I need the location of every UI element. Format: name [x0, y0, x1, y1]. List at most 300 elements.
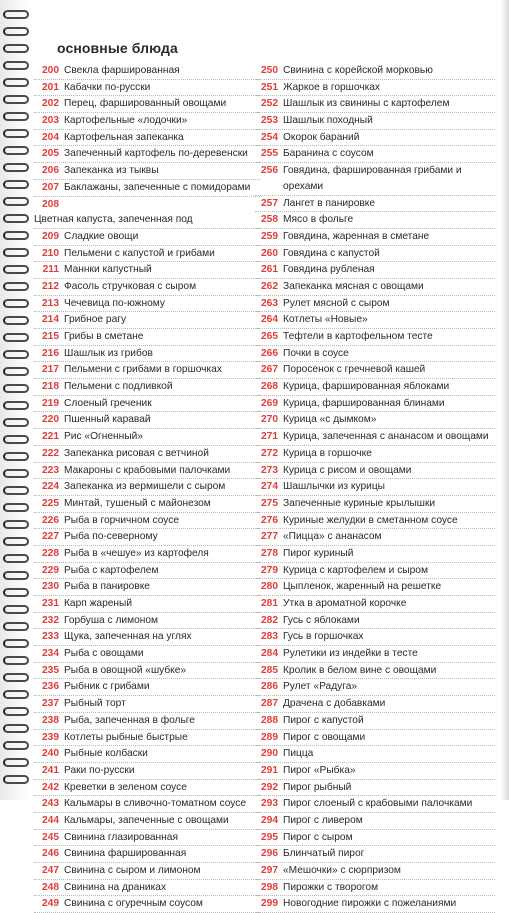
page-number: 263	[261, 297, 278, 309]
recipe-title: Рыба по-северному	[64, 531, 158, 543]
toc-entry	[255, 496, 495, 513]
toc-entry	[255, 563, 495, 580]
toc-entry	[255, 629, 495, 646]
recipe-title: Рыба с картофелем	[64, 564, 159, 576]
binding-ring	[3, 605, 29, 614]
page-number: 206	[42, 165, 59, 177]
toc-entry	[255, 513, 495, 530]
binding-ring	[3, 214, 29, 223]
recipe-title: Говядина с капустой	[283, 247, 380, 259]
page-number: 261	[261, 264, 278, 276]
recipe-title: Котлеты «Новые»	[283, 314, 368, 326]
toc-entry	[255, 646, 495, 663]
page-number: 227	[42, 531, 59, 543]
page-number: 205	[42, 148, 59, 160]
toc-entry	[34, 479, 260, 496]
page-number: 282	[261, 614, 278, 626]
recipe-title: Котлеты рыбные быстрые	[64, 731, 188, 743]
recipe-title: Почки в соусе	[283, 347, 349, 359]
recipe-title: Цветная капуста, запеченная под	[34, 214, 193, 226]
toc-entry	[34, 412, 260, 429]
recipe-title: Рыбник с грибами	[64, 681, 150, 693]
page-number: 253	[261, 115, 278, 127]
recipe-title: Шашлык походный	[283, 115, 373, 127]
page-number: 286	[261, 681, 278, 693]
page-number: 297	[261, 865, 278, 877]
recipe-title: Курица с рисом и овощами	[283, 464, 412, 476]
page-number: 210	[42, 247, 59, 259]
recipe-title: Гусь в горшочках	[283, 631, 364, 643]
page-number: 244	[42, 814, 59, 826]
recipe-title: Запеканка из тыквы	[64, 165, 159, 177]
recipe-title: Запеченные куриные крылышки	[283, 497, 436, 509]
binding-ring	[3, 503, 29, 512]
toc-entry	[34, 529, 260, 546]
page-number: 228	[42, 547, 59, 559]
page-number: 232	[42, 614, 59, 626]
recipe-title: Рыба в горчичном соусе	[64, 514, 179, 526]
recipe-title: Курица в горшочке	[283, 447, 372, 459]
binding-ring	[3, 248, 29, 257]
recipe-title: Рыба в панировке	[64, 581, 150, 593]
recipe-title: Пирог с ливером	[283, 814, 363, 826]
toc-entry	[255, 396, 495, 413]
recipe-title: Пирожки с творогом	[283, 881, 379, 893]
toc-entry	[34, 246, 260, 263]
toc-entry	[255, 412, 495, 429]
toc-entry	[34, 880, 260, 897]
page-number: 287	[261, 698, 278, 710]
page-number: 298	[261, 881, 278, 893]
toc-entry	[255, 362, 495, 379]
page-number: 234	[42, 648, 59, 660]
recipe-title: Грибное рагу	[64, 314, 127, 326]
toc-entry	[34, 296, 260, 313]
toc-entry	[255, 730, 495, 747]
toc-entry	[34, 496, 260, 513]
page-number: 266	[261, 347, 278, 359]
binding-ring	[3, 741, 29, 750]
toc-entry	[255, 212, 495, 229]
toc-entry	[255, 846, 495, 863]
recipe-title: Свинина на драниках	[64, 881, 167, 893]
recipe-title: Рыба, запеченная в фольге	[64, 714, 195, 726]
toc-entry	[255, 679, 495, 696]
toc-entry	[255, 446, 495, 463]
toc-entry	[255, 296, 495, 313]
page-number: 259	[261, 230, 278, 242]
recipe-title: Грибы в сметане	[64, 331, 144, 343]
page-number: 202	[42, 98, 59, 110]
binding-ring	[3, 588, 29, 597]
toc-entry	[34, 746, 260, 763]
recipe-title: Рыбный торт	[64, 698, 126, 710]
recipe-title: Говядина, фаршированная грибами и орехами	[283, 165, 462, 192]
binding-ring	[3, 486, 29, 495]
recipe-title: Курица, фаршированная яблоками	[283, 381, 450, 393]
recipe-title: Пирог куриный	[283, 547, 354, 559]
toc-entry	[34, 846, 260, 863]
page-number: 255	[261, 148, 278, 160]
binding-ring	[3, 435, 29, 444]
binding-ring	[3, 78, 29, 87]
binding-ring	[3, 367, 29, 376]
page-number: 270	[261, 414, 278, 426]
recipe-title: Пельмени с капустой и грибами	[64, 247, 215, 259]
page-number: 200	[42, 65, 59, 76]
toc-entry	[255, 130, 495, 147]
recipe-title: Кальмары, запеченные с овощами	[64, 814, 229, 826]
spiral-binding	[0, 0, 34, 800]
toc-entry	[255, 196, 495, 213]
page-number: 219	[42, 397, 59, 409]
binding-ring	[3, 537, 29, 546]
recipe-title: Пшенный каравай	[64, 414, 151, 426]
recipe-title: Цыпленок, жаренный на решетке	[283, 581, 442, 593]
toc-entry	[34, 730, 260, 747]
binding-ring	[3, 265, 29, 274]
toc-entry	[34, 679, 260, 696]
binding-ring	[3, 129, 29, 138]
recipe-title: Окорок бараний	[283, 131, 360, 143]
page-number: 265	[261, 331, 278, 343]
toc-entry	[34, 63, 260, 80]
toc-entry	[34, 813, 260, 830]
recipe-title: Щука, запеченная на углях	[64, 631, 192, 643]
page-number: 258	[261, 214, 278, 226]
toc-entry	[34, 113, 260, 130]
binding-ring	[3, 724, 29, 733]
binding-ring	[3, 112, 29, 121]
binding-ring	[3, 673, 29, 682]
binding-ring	[3, 452, 29, 461]
toc-entry	[34, 379, 260, 396]
recipe-title: Утка в ароматной корочке	[283, 598, 407, 610]
page-number: 264	[261, 314, 278, 326]
recipe-title: Баранина с соусом	[283, 148, 374, 160]
toc-entry	[34, 163, 260, 180]
binding-ring	[3, 350, 29, 359]
recipe-title: Рыба с овощами	[64, 648, 144, 660]
toc-entry	[34, 863, 260, 880]
page-number: 280	[261, 581, 278, 593]
toc-entry	[34, 763, 260, 780]
page-number: 285	[261, 664, 278, 676]
toc-entry	[255, 880, 495, 897]
binding-ring	[3, 571, 29, 580]
recipe-title: Куриные желудки в сметанном соусе	[283, 514, 458, 526]
page-number: 275	[261, 497, 278, 509]
page-number: 240	[42, 748, 59, 760]
page-number: 239	[42, 731, 59, 743]
recipe-title: Свинина глазированная	[64, 831, 178, 843]
recipe-title: Кролик в белом вине с овощами	[283, 664, 437, 676]
toc-entry	[255, 80, 495, 97]
recipe-title: Карп жареный	[64, 598, 133, 610]
recipe-title: Тефтели в картофельном тесте	[283, 331, 433, 343]
toc-entry	[255, 529, 495, 546]
recipe-title: Раки по-русски	[64, 764, 135, 776]
page-number: 289	[261, 731, 278, 743]
page-number: 209	[42, 230, 59, 242]
page-number: 281	[261, 598, 278, 610]
page-number: 283	[261, 631, 278, 643]
recipe-title: Лангет в панировке	[283, 197, 376, 209]
page-number: 260	[261, 247, 278, 259]
binding-ring	[3, 231, 29, 240]
toc-entry	[255, 329, 495, 346]
page-number: 257	[261, 197, 278, 209]
toc-entry	[255, 312, 495, 329]
page-number: 224	[42, 481, 59, 493]
page-title: основные блюда	[57, 40, 178, 56]
recipe-title: Минтай, тушеный с майонезом	[64, 497, 211, 509]
page-number: 238	[42, 714, 59, 726]
page-number: 214	[42, 314, 59, 326]
toc-entry	[255, 696, 495, 713]
recipe-title: Фасоль стручковая с сыром	[64, 280, 197, 292]
page-number: 212	[42, 280, 59, 292]
page-number: 249	[42, 898, 59, 910]
page-number: 221	[42, 431, 59, 443]
toc-entry	[255, 262, 495, 279]
recipe-title: Рыба в «чешуе» из картофеля	[64, 547, 209, 559]
binding-ring	[3, 639, 29, 648]
toc-column-left	[34, 63, 260, 913]
page-number: 284	[261, 648, 278, 660]
page-number: 217	[42, 364, 59, 376]
page-number: 226	[42, 514, 59, 526]
page-number: 268	[261, 381, 278, 393]
toc-entry	[255, 579, 495, 596]
recipe-title: Гусь с яблоками	[283, 614, 360, 626]
toc-entry	[255, 796, 495, 813]
toc-entry	[255, 863, 495, 880]
toc-entry	[255, 96, 495, 113]
recipe-title: Драчена с добавками	[283, 698, 386, 710]
page-number: 225	[42, 497, 59, 509]
page-number: 272	[261, 447, 278, 459]
toc-entry	[34, 262, 260, 279]
binding-ring	[3, 707, 29, 716]
binding-ring	[3, 197, 29, 206]
recipe-title: Пирог с капустой	[283, 714, 364, 726]
toc-entry	[34, 830, 260, 847]
page-number: 220	[42, 414, 59, 426]
page-number: 233	[42, 631, 59, 643]
page-number: 299	[261, 898, 278, 910]
page-number: 252	[261, 98, 278, 110]
binding-ring	[3, 656, 29, 665]
toc-entry	[34, 796, 260, 813]
page-number: 296	[261, 848, 278, 860]
page-number: 271	[261, 431, 278, 443]
page-number: 262	[261, 280, 278, 292]
binding-ring	[3, 775, 29, 784]
toc-entry	[34, 446, 260, 463]
toc-entry	[34, 229, 260, 246]
toc-entry	[34, 513, 260, 530]
binding-ring	[3, 758, 29, 767]
recipe-title: «Пицца» с ананасом	[283, 531, 382, 543]
page-number: 241	[42, 764, 59, 776]
toc-entry	[34, 596, 260, 613]
toc-entry	[255, 746, 495, 763]
page-number: 208	[42, 198, 59, 210]
recipe-title: Кальмары в сливочно-томатном соусе	[64, 798, 246, 810]
page-number: 250	[261, 65, 278, 76]
toc-entry	[255, 246, 495, 263]
toc-entry	[34, 613, 260, 630]
toc-entry	[255, 63, 495, 80]
toc-entry	[34, 146, 260, 163]
page-number: 237	[42, 698, 59, 710]
toc-entry	[34, 579, 260, 596]
toc-entry	[255, 663, 495, 680]
recipe-title: Картофельные «лодочки»	[64, 115, 188, 127]
page-number: 245	[42, 831, 59, 843]
binding-ring	[3, 384, 29, 393]
recipe-title: Говядина рубленая	[283, 264, 375, 276]
recipe-title: Баклажаны, запеченные с помидорами	[64, 181, 251, 193]
recipe-title: Блинчатый пирог	[283, 848, 365, 860]
page-number: 251	[261, 81, 278, 93]
page-number: 276	[261, 514, 278, 526]
page-number: 243	[42, 798, 59, 810]
recipe-title: Рулетики из индейки в тесте	[283, 648, 418, 660]
toc-entry	[34, 96, 260, 113]
recipe-title: Свинина с сыром и лимоном	[64, 865, 201, 877]
recipe-title: Рулет «Радуга»	[283, 681, 358, 693]
recipe-title: Курица, запеченная с ананасом и овощами	[283, 431, 489, 443]
toc-entry	[34, 180, 260, 197]
recipe-title: Курица, фаршированная блинами	[283, 397, 445, 409]
page-number: 274	[261, 481, 278, 493]
toc-entry	[255, 479, 495, 496]
page-number: 246	[42, 848, 59, 860]
page-number: 269	[261, 397, 278, 409]
recipe-title: Шашлык из свинины с картофелем	[283, 98, 450, 110]
binding-ring	[3, 333, 29, 342]
toc-entry	[255, 163, 495, 195]
page-number: 242	[42, 781, 59, 793]
page-number: 293	[261, 798, 278, 810]
binding-ring	[3, 401, 29, 410]
toc-entry	[255, 379, 495, 396]
page-number: 215	[42, 331, 59, 343]
page-number: 292	[261, 781, 278, 793]
toc-entry	[255, 346, 495, 363]
recipe-title: Рыба в овощной «шубке»	[64, 664, 187, 676]
recipe-title: Мясо в фольге	[283, 214, 354, 226]
page-number: 291	[261, 764, 278, 776]
recipe-title: Сладкие овощи	[64, 230, 139, 242]
recipe-title: Горбуша с лимоном	[64, 614, 159, 626]
toc-entry	[255, 113, 495, 130]
toc-entry	[255, 463, 495, 480]
recipe-title: Чечевица по-южному	[64, 297, 165, 309]
page-number: 294	[261, 814, 278, 826]
toc-entry	[255, 146, 495, 163]
recipe-title: Пирог рыбный	[283, 781, 352, 793]
toc-entry	[34, 896, 260, 913]
binding-ring	[3, 282, 29, 291]
recipe-title: Шашлычки из курицы	[283, 481, 385, 493]
toc-entry	[255, 896, 495, 913]
page-number: 236	[42, 681, 59, 693]
page-number: 247	[42, 865, 59, 877]
page-edge	[501, 0, 509, 800]
toc-entry	[34, 780, 260, 797]
toc-entry	[34, 329, 260, 346]
page-number: 254	[261, 131, 278, 143]
page-number: 222	[42, 447, 59, 459]
binding-ring	[3, 95, 29, 104]
recipe-title: Пирог «Рыбка»	[283, 764, 356, 776]
toc-entry	[34, 346, 260, 363]
toc-entry	[34, 713, 260, 730]
recipe-title: Запеканка мясная с овощами	[283, 280, 424, 292]
toc-entry	[255, 813, 495, 830]
toc-entry	[34, 646, 260, 663]
page-number: 230	[42, 581, 59, 593]
recipe-title: Свекла фаршированная	[64, 65, 180, 76]
page-number: 279	[261, 564, 278, 576]
binding-ring	[3, 146, 29, 155]
toc-entry	[34, 312, 260, 329]
recipe-title: Кабачки по-русски	[64, 81, 151, 93]
recipe-title: Шашлык из грибов	[64, 347, 153, 359]
toc-entry	[255, 830, 495, 847]
page-number: 295	[261, 831, 278, 843]
recipe-title: Свинина фаршированная	[64, 848, 187, 860]
binding-ring	[3, 316, 29, 325]
page-number: 218	[42, 381, 59, 393]
binding-ring	[3, 180, 29, 189]
page-number: 213	[42, 297, 59, 309]
toc-entry	[34, 546, 260, 563]
page-number: 235	[42, 664, 59, 676]
page-number: 201	[42, 81, 59, 93]
recipe-title: Перец, фаршированный овощами	[64, 98, 227, 110]
page-number: 223	[42, 464, 59, 476]
recipe-title: Запеченный картофель по-деревенски	[64, 148, 248, 160]
toc-entry	[255, 613, 495, 630]
toc-entry	[34, 663, 260, 680]
page-number: 277	[261, 531, 278, 543]
recipe-title: Жаркое в горшочках	[283, 81, 381, 93]
page-number: 267	[261, 364, 278, 376]
toc-entry	[34, 696, 260, 713]
recipe-title: Слоеный греченик	[64, 397, 152, 409]
binding-ring	[3, 520, 29, 529]
page-number: 211	[42, 264, 59, 276]
recipe-title: Креветки в зеленом соусе	[64, 781, 187, 793]
recipe-title: Пицца	[283, 748, 314, 760]
recipe-title: «Мешочки» с сюрпризом	[283, 865, 401, 877]
recipe-title: Макароны с крабовыми палочками	[64, 464, 231, 476]
recipe-title: Новогодние пирожки с пожеланиями	[283, 898, 457, 910]
binding-ring	[3, 418, 29, 427]
page-number: 290	[261, 748, 278, 760]
recipe-title: Рулет мясной с сыром	[283, 297, 390, 309]
page-number: 278	[261, 547, 278, 559]
recipe-title: Рыбные колбаски	[64, 748, 148, 760]
toc-entry	[34, 279, 260, 296]
recipe-title: Пирог с сыром	[283, 831, 353, 843]
page-number: 273	[261, 464, 278, 476]
page-number: 204	[42, 131, 59, 143]
